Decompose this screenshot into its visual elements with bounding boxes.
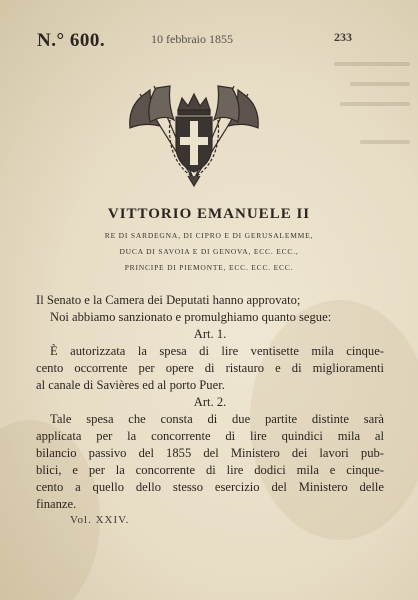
article-line: blici, e per la concorrente di lire dodici mila e cinque- <box>36 463 384 477</box>
sovereign-name: VITTORIO EMANUELE II <box>107 206 311 222</box>
volume-label: Vol. XXIV. <box>70 514 130 526</box>
preamble-line: Il Senato e la Camera dei Deputati hanno approvato; <box>36 293 301 307</box>
article-line: È autorizzata la spesa di lire ventisette mila cinque- <box>50 344 384 358</box>
show-through-mark <box>350 82 410 86</box>
page-number: 233 <box>334 30 352 44</box>
article-heading: Art. 2. <box>193 395 227 409</box>
show-through-mark <box>334 62 410 66</box>
article-line: al canale di Savières ed al porto Puer. <box>36 378 225 392</box>
title-line: DUCA DI SAVOIA E DI GENOVA, ECC. ECC., <box>119 247 299 256</box>
page-header <box>0 30 418 52</box>
savoy-coat-of-arms-icon <box>120 80 268 192</box>
title-line: RE DI SARDEGNA, DI CIPRO E DI GERUSALEMME, <box>104 231 314 240</box>
title-line: PRINCIPE DI PIEMONTE, ECC. ECC. ECC. <box>124 263 294 272</box>
sovereign-titles <box>0 228 418 276</box>
article-line: finanze. <box>36 497 77 511</box>
article-line: bilancio passivo del 1855 del Ministero dei lavori pub- <box>36 446 384 460</box>
article-line: applicata per la concorrente di lire quindici mila al <box>36 429 384 443</box>
document-date: 10 febbraio 1855 <box>151 32 233 46</box>
preamble-line: Noi abbiamo sanzionato e promulghiamo quanto segue: <box>50 310 332 324</box>
article-line: cento occorrente per opere di ristauro e di miglioramenti <box>36 361 384 375</box>
article-heading: Art. 1. <box>193 327 227 341</box>
article-line: Tale spesa che consta di due partite distinte sarà <box>50 412 384 426</box>
decree-body <box>36 292 384 513</box>
document-number: N.° 600. <box>37 30 106 51</box>
article-line: cento a quello dello stesso esercizio del Ministero delle <box>36 480 384 494</box>
show-through-mark <box>360 140 410 144</box>
show-through-mark <box>340 102 410 106</box>
